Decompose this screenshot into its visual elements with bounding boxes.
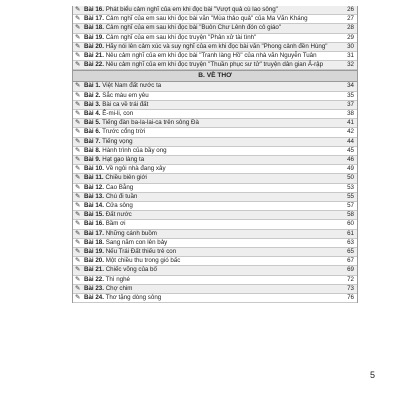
page-ref: 41 xyxy=(347,119,354,127)
page-ref: 26 xyxy=(347,6,354,13)
toc-entry xyxy=(73,6,357,15)
lesson-number: Bài 9. xyxy=(84,156,101,164)
page-ref: 32 xyxy=(347,61,354,69)
lesson-number: Bài 12. xyxy=(84,183,104,191)
pencil-icon: ✎ xyxy=(75,183,81,191)
pencil-icon: ✎ xyxy=(75,257,81,265)
page-ref: 30 xyxy=(347,42,354,50)
pencil-icon: ✎ xyxy=(75,229,81,237)
toc-entry xyxy=(73,294,357,303)
lesson-title: Cao Bằng xyxy=(105,183,134,191)
page-ref: 73 xyxy=(347,284,354,292)
lesson-title: Chợ chim xyxy=(105,284,133,292)
toc-entry xyxy=(73,165,357,174)
lesson-number: Bài 23. xyxy=(84,284,104,292)
lesson-number: Bài 18. xyxy=(84,238,104,246)
table-of-contents xyxy=(72,6,358,303)
lesson-title: Tiếng vọng xyxy=(102,137,133,145)
lesson-title: Bầm ơi xyxy=(105,220,126,228)
pencil-icon: ✎ xyxy=(75,266,81,274)
lesson-number: Bài 20. xyxy=(84,257,104,265)
lesson-title: Chú đi tuần xyxy=(105,192,138,200)
pencil-icon: ✎ xyxy=(75,100,81,108)
lesson-title: Cảm nghĩ của em sau khi đọc bài văn "Mùa thảo quả" của Ma Văn Kháng xyxy=(105,15,308,23)
lesson-title: Chiếc võng của bố xyxy=(105,266,157,274)
lesson-title: Cửa sông xyxy=(105,202,133,210)
lesson-title: Đất nước xyxy=(105,211,132,219)
lesson-number: Bài 22. xyxy=(84,275,104,283)
page-ref: 63 xyxy=(347,238,354,246)
pencil-icon: ✎ xyxy=(75,146,81,154)
page-ref: 69 xyxy=(347,266,354,274)
toc-entry xyxy=(73,248,357,257)
section-a-list xyxy=(73,6,357,70)
pencil-icon: ✎ xyxy=(75,211,81,219)
lesson-number: Bài 14. xyxy=(84,202,104,210)
page-ref: 42 xyxy=(347,128,354,136)
lesson-number: Bài 17. xyxy=(84,15,104,23)
lesson-title: Hành trình của bầy ong xyxy=(102,146,167,154)
pencil-icon: ✎ xyxy=(75,119,81,127)
lesson-title: Hạt gạo làng ta xyxy=(102,156,145,164)
lesson-number: Bài 18. xyxy=(84,24,104,32)
toc-entry xyxy=(73,147,357,156)
lesson-number: Bài 2. xyxy=(84,91,101,99)
pencil-icon: ✎ xyxy=(75,42,81,50)
pencil-icon: ✎ xyxy=(75,91,81,99)
lesson-number: Bài 8. xyxy=(84,146,101,154)
lesson-number: Bài 5. xyxy=(84,119,101,127)
lesson-number: Bài 15. xyxy=(84,211,104,219)
lesson-number: Bài 1. xyxy=(84,82,101,90)
pencil-icon: ✎ xyxy=(75,128,81,136)
pencil-icon: ✎ xyxy=(75,137,81,145)
lesson-number: Bài 16. xyxy=(84,6,104,13)
lesson-title: Phát biểu cảm nghĩ của em khi đọc bài "Vượt quả cù lao sông" xyxy=(105,6,278,13)
toc-entry xyxy=(73,34,357,43)
page-ref: 61 xyxy=(347,229,354,237)
page-ref: 49 xyxy=(347,165,354,173)
page-ref: 53 xyxy=(347,183,354,191)
pencil-icon: ✎ xyxy=(75,220,81,228)
lesson-number: Bài 22. xyxy=(84,61,104,69)
pencil-icon: ✎ xyxy=(75,24,81,32)
lesson-title: Về ngôi nhà đang xây xyxy=(105,165,166,173)
page-ref: 31 xyxy=(347,52,354,60)
lesson-title: Thơ tặng dòng sông xyxy=(105,294,162,302)
toc-entry xyxy=(73,266,357,275)
page-ref: 44 xyxy=(347,137,354,145)
pencil-icon: ✎ xyxy=(75,6,81,13)
lesson-number: Bài 3. xyxy=(84,100,101,108)
page-ref: 37 xyxy=(347,100,354,108)
page-ref: 60 xyxy=(347,220,354,228)
page-ref: 67 xyxy=(347,257,354,265)
section-b-list xyxy=(73,82,357,303)
lesson-number: Bài 17. xyxy=(84,229,104,237)
lesson-title: Sắc màu em yêu xyxy=(102,91,149,99)
page-ref: 34 xyxy=(347,82,354,90)
toc-entry xyxy=(73,61,357,70)
lesson-number: Bài 13. xyxy=(84,192,104,200)
lesson-title: Bài ca về trái đất xyxy=(102,100,149,108)
toc-entry xyxy=(73,193,357,202)
lesson-title: Những cánh buồm xyxy=(105,229,157,237)
page-ref: 29 xyxy=(347,33,354,41)
toc-entry xyxy=(73,239,357,248)
page-number: 5 xyxy=(370,370,376,380)
toc-entry xyxy=(73,174,357,183)
section-b-header: B. VỀ THƠ xyxy=(73,70,357,82)
page-ref: 55 xyxy=(347,192,354,200)
lesson-title: Cảm nghĩ của em sau khi đọc truyện "Phân xử tài tình" xyxy=(105,33,257,41)
toc-entry xyxy=(73,202,357,211)
lesson-title: Việt Nam đất nước ta xyxy=(102,82,162,90)
lesson-number: Bài 10. xyxy=(84,165,104,173)
page-ref: 28 xyxy=(347,24,354,32)
page-ref: 65 xyxy=(347,248,354,256)
lesson-title: Nếu Trái Đất thiếu trẻ con xyxy=(105,248,177,256)
lesson-number: Bài 7. xyxy=(84,137,101,145)
lesson-number: Bài 20. xyxy=(84,42,104,50)
pencil-icon: ✎ xyxy=(75,192,81,200)
lesson-number: Bài 21. xyxy=(84,52,104,60)
page-ref: 35 xyxy=(347,91,354,99)
pencil-icon: ✎ xyxy=(75,238,81,246)
lesson-number: Bài 21. xyxy=(84,266,104,274)
page-ref: 50 xyxy=(347,174,354,182)
lesson-title: Sang năm con lên bảy xyxy=(105,238,168,246)
toc-entry xyxy=(73,82,357,91)
page-ref: 38 xyxy=(347,110,354,118)
pencil-icon: ✎ xyxy=(75,275,81,283)
toc-entry xyxy=(73,285,357,294)
toc-entry xyxy=(73,110,357,119)
page-ref: 76 xyxy=(347,294,354,302)
pencil-icon: ✎ xyxy=(75,165,81,173)
toc-entry xyxy=(73,276,357,285)
toc-entry xyxy=(73,43,357,52)
page-ref: 58 xyxy=(347,211,354,219)
toc-entry xyxy=(73,101,357,110)
pencil-icon: ✎ xyxy=(75,248,81,256)
pencil-icon: ✎ xyxy=(75,33,81,41)
toc-entry xyxy=(73,184,357,193)
toc-entry xyxy=(73,92,357,101)
lesson-title: Thì nghé xyxy=(105,275,130,283)
pencil-icon: ✎ xyxy=(75,15,81,23)
pencil-icon: ✎ xyxy=(75,61,81,69)
lesson-title: Một chiều thu trong gió bấc xyxy=(105,257,181,265)
pencil-icon: ✎ xyxy=(75,202,81,210)
page-ref: 46 xyxy=(347,156,354,164)
toc-entry xyxy=(73,230,357,239)
lesson-title: Trước cổng trời xyxy=(102,128,146,136)
toc-entry xyxy=(73,24,357,33)
page-ref: 72 xyxy=(347,275,354,283)
lesson-number: Bài 19. xyxy=(84,248,104,256)
lesson-title: Cảm nghĩ của em sau khi đọc bài "Buôn Chư Lênh đón cô giáo" xyxy=(105,24,282,32)
lesson-number: Bài 4. xyxy=(84,110,101,118)
pencil-icon: ✎ xyxy=(75,52,81,60)
toc-entry xyxy=(73,156,357,165)
lesson-title: Ê-mi-li, con xyxy=(102,110,134,118)
lesson-number: Bài 6. xyxy=(84,128,101,136)
page-ref: 57 xyxy=(347,202,354,210)
toc-entry xyxy=(73,257,357,266)
lesson-number: Bài 24. xyxy=(84,294,104,302)
toc-entry xyxy=(73,128,357,137)
toc-entry xyxy=(73,211,357,220)
page-ref: 27 xyxy=(347,15,354,23)
pencil-icon: ✎ xyxy=(75,82,81,90)
pencil-icon: ✎ xyxy=(75,294,81,302)
toc-entry xyxy=(73,220,357,229)
toc-entry xyxy=(73,15,357,24)
pencil-icon: ✎ xyxy=(75,110,81,118)
toc-entry xyxy=(73,52,357,61)
pencil-icon: ✎ xyxy=(75,284,81,292)
toc-entry xyxy=(73,119,357,128)
lesson-title: Tiếng đàn ba-la-lai-ca trên sông Đà xyxy=(102,119,199,127)
lesson-number: Bài 19. xyxy=(84,33,104,41)
lesson-title: Chiều biên giới xyxy=(105,174,147,182)
pencil-icon: ✎ xyxy=(75,174,81,182)
pencil-icon: ✎ xyxy=(75,156,81,164)
lesson-number: Bài 11. xyxy=(84,174,104,182)
lesson-title: Nêu cảm nghĩ của em khi đọc truyện "Thuần phục sư tử" truyện dân gian Ả-rập xyxy=(105,61,324,69)
lesson-title: Hãy nói lên cảm xúc và suy nghĩ của em khi đọc bài văn "Phong cảnh đền Hùng" xyxy=(105,42,328,50)
lesson-number: Bài 16. xyxy=(84,220,104,228)
toc-entry xyxy=(73,138,357,147)
page-ref: 45 xyxy=(347,146,354,154)
lesson-title: Nêu cảm nghĩ của em khi đọc bài "Tranh làng Hồ" của nhà văn Nguyễn Tuân xyxy=(105,52,317,60)
